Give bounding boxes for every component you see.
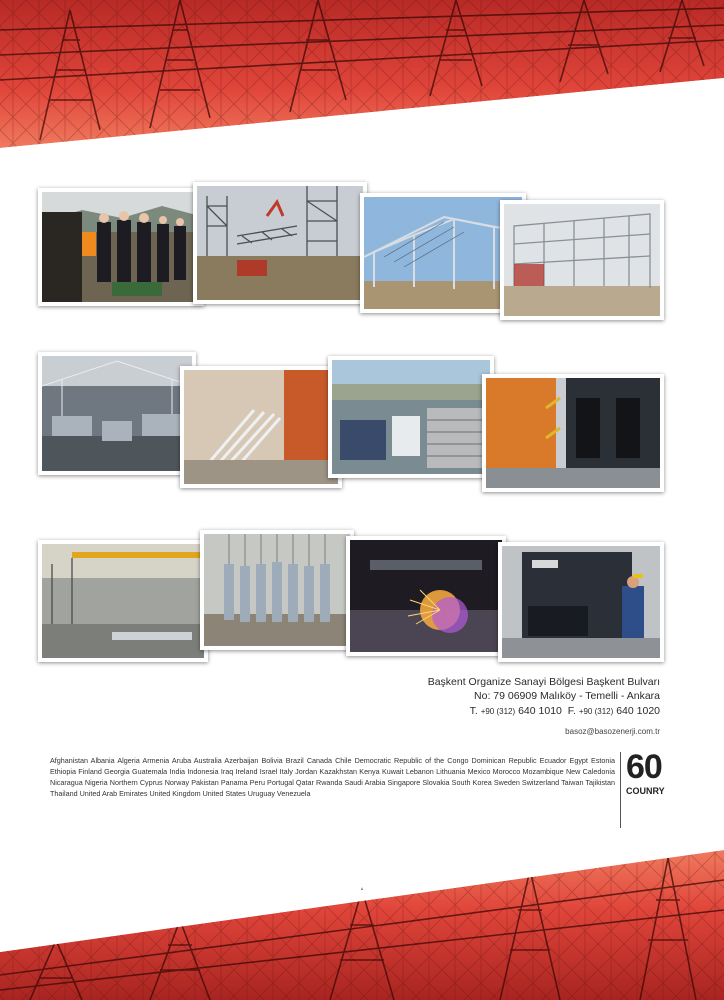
country-count-label: COUNRY — [626, 786, 665, 796]
phone-prefix: +90 (312) — [480, 707, 516, 716]
contact-line — [470, 705, 660, 717]
trucks-yard-photo — [328, 356, 494, 478]
hanging-steel-photo — [200, 530, 354, 650]
email-link[interactable]: basoz@basozenerji.com.tr — [565, 727, 660, 736]
address-city: No: 79 06909 Malıköy - Temelli - Ankara — [474, 690, 660, 702]
fax-label: F. — [567, 705, 576, 717]
ceremony-photo — [38, 188, 204, 306]
country-list: Afghanistan Albania Algeria Armenia Aruba Australia Azerbaijan Bolivia Brazil Canada Chile Democratic Republic of the Congo Dominican Republic Ecuador Egypt Estonia Ethiopia Finland Georgia Guatemala India Indonesia Iraq Ireland Israel Italy Jordan Kazakhstan Kenya Kuwait Lebanon Lithuania Mexico Morocco Mozambique New Caledonia Nicaragua Nigeria Northern Cyprus Norway Pakistan Panama Peru Portugal Qatar Rwanda Saudi Arabia Singapore Slovakia South Korea Sweden Switzerland Taiwan Tajikistan Thailand United Arab Emirates United Kingdom United States Uruguay Venezuela — [50, 756, 615, 798]
divider — [620, 752, 621, 828]
country-count: 60 — [626, 748, 662, 786]
fax-number: 640 1020 — [616, 705, 660, 717]
top-banner — [0, 0, 724, 160]
machine-photo — [482, 374, 664, 492]
ficep-machine-photo — [498, 542, 664, 662]
address-street: Başkent Organize Sanayi Bölgesi Başkent Bulvarı — [427, 676, 660, 688]
galvanized-beams-photo — [180, 366, 342, 488]
phone-label: T. — [469, 705, 478, 717]
factory-interior-photo — [38, 352, 196, 475]
truss-crane-photo — [193, 182, 367, 304]
address-line-1 — [428, 676, 660, 688]
workshop-photo — [38, 540, 208, 662]
address-line-2 — [474, 690, 660, 702]
building-frame-photo — [500, 200, 664, 320]
fax-prefix: +90 (312) — [578, 707, 614, 716]
bottom-banner — [0, 840, 724, 1000]
phone-number: 640 1010 — [518, 705, 562, 717]
plasma-cutting-photo — [346, 536, 506, 656]
